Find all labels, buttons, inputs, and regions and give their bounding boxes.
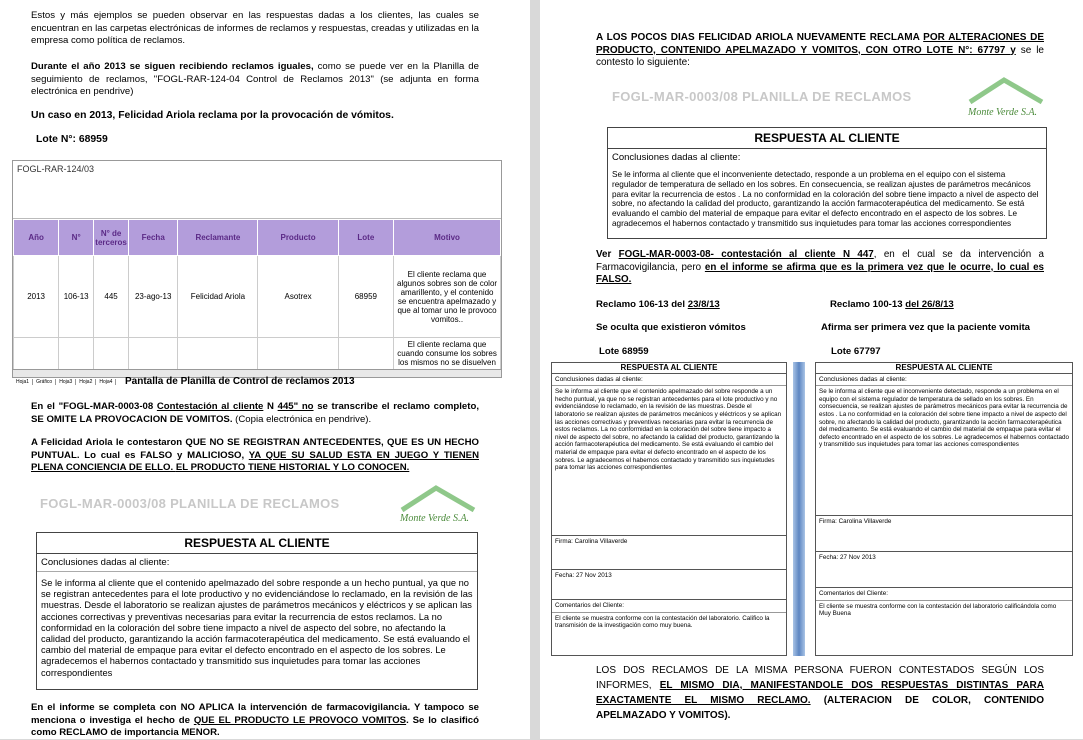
p5-d: 445" no — [277, 401, 314, 412]
company-logo-text: Monte Verde S.A. — [400, 513, 470, 524]
p5-b: Contestación al cliente — [156, 401, 264, 412]
small-body: Se le informa al cliente que el contenido apelmazado del sobre responde a un hecho puntual, ya que no se registran antecedentes para el lote productivo y no evidenciándose lo reclamado, en la revisión de las muestras. Desde el laboratorio se realizan ajustes de parámetros mecánicos y eléctricos y se aplican las acciones correctivas y preventivas necesarias para evitar la recurrencia de estos reclamos. La no conformidad en la coloración del sobre tiene impacto a nivel de aspecto del sobre, no afectando la calidad del producto, garantizando la acción farmacoterapéutica del medicamento. Se está evaluando el cambio del material de empaque para evitar el defecto encontrado en el aspecto de los sobres. Le agradecemos el habernos contactado y transmitido sus inquietudes para tomar las acciones correspondientes — [552, 386, 786, 536]
table-cell[interactable]: 106-13 — [59, 256, 94, 338]
table-cell[interactable]: El cliente reclama que cuando consume los sobres los mismos no se disuelven — [394, 338, 501, 370]
paragraph-second-claim — [596, 32, 1044, 70]
col-header[interactable]: Motivo — [394, 220, 501, 256]
response-subtitle: Conclusiones dadas al cliente: — [612, 152, 741, 163]
small-comments: El cliente se muestra conforme con la contestación del laboratorio calificándola como Muy Buena — [819, 602, 1057, 618]
p5-f: (Copia electrónica en pendrive). — [232, 413, 372, 425]
paragraph-omission — [31, 401, 479, 426]
watermark: FOGL-MAR-0003/08 PLANILLA DE RECLAMOS — [612, 89, 912, 104]
claim-100-label — [830, 299, 1030, 312]
case-heading: Un caso en 2013, Felicidad Ariola reclama por la provocación de vómitos. — [31, 110, 394, 121]
paragraph-conclusion — [596, 663, 1044, 723]
table-row[interactable] — [14, 338, 501, 370]
col-header[interactable]: Lote — [338, 220, 393, 256]
col-header[interactable]: Año — [14, 220, 59, 256]
response-box-106 — [551, 362, 787, 656]
sheet-tab[interactable]: Hoja1 — [13, 379, 33, 385]
small-title: RESPUESTA AL CLIENTE — [552, 363, 786, 374]
p5-a: En el "FOGL-MAR-0003-08 — [31, 401, 157, 412]
sheet-code: FOGL-RAR-124/03 — [13, 161, 501, 219]
small-firma: Firma: Carolina Villaverde — [816, 516, 1072, 552]
watermark: FOGL-MAR-0003/08 PLANILLA DE RECLAMOS — [40, 496, 340, 511]
small-subtitle: Conclusiones dadas al cliente: — [552, 374, 786, 387]
table-cell[interactable]: 2013 — [14, 256, 59, 338]
sheet-tab[interactable]: Hoja4 — [96, 379, 116, 385]
p7-b: QUE EL PRODUCTO LE PROVOCO VOMITOS — [193, 714, 407, 726]
left-page — [0, 0, 530, 739]
comparison-panel — [547, 360, 1076, 658]
paragraph-2013-bold: Durante el año 2013 se siguen recibiendo reclamos iguales, — [31, 61, 314, 72]
lote-right: Lote 67797 — [831, 346, 881, 357]
r-p3-c: (ALTERACION DE COLOR, CONTENIDO APELMAZADO Y VOMITOS). — [596, 695, 1045, 721]
response-title: RESPUESTA AL CLIENTE — [37, 533, 477, 554]
col-header[interactable]: Reclamante — [178, 220, 258, 256]
p7-a: En el informe se completa con NO APLICA la intervención de farmacovigilancia. Y tampoco se menciona o investiga el hecho de — [31, 702, 479, 726]
col-header[interactable]: Producto — [258, 220, 338, 256]
paragraph-answer — [31, 437, 479, 475]
small-comments-label: Comentarios del Cliente: — [552, 600, 786, 613]
small-body: Se le informa al cliente que el inconveniente detectado, responde a un problema en el equipo con el sistema regulador de temperatura de sellado en los sobres. En consecuencia, se realizan ajustes de parámetros mecánicos para evitar la recurrencia de estos . La no conformidad en la coloración del sobre tiene impacto a nivel de aspecto del sobre, no afectando la calidad del producto, garantizando la acción farmacoterapéutica del medicamento. Se está evaluando el cambio del material de empaque para evitar el defecto encontrado en el aspecto de los sobres. Le agradecemos el habernos contactado y transmitido sus inquietudes para tomar las acciones correspondientes — [816, 386, 1072, 516]
company-logo-text: Monte Verde S.A. — [968, 107, 1038, 118]
small-subtitle: Conclusiones dadas al cliente: — [816, 374, 1072, 387]
r-p2-a: Ver — [596, 249, 619, 260]
table-cell[interactable]: El cliente reclama que algunos sobres son de color amarillento, y el contenido se encuentra apelmazado y que al tomar uno le provoco vomitos.. — [394, 256, 501, 338]
right-page — [540, 0, 1083, 739]
r-p3-b: EL MISMO DIA, MANIFESTANDOLE DOS RESPUESTAS DISTINTAS PARA EXACTAMENTE EL MISMO RECLAMO. — [596, 680, 1044, 706]
col-header[interactable]: N° — [59, 220, 94, 256]
table-cell[interactable]: Felicidad Ariola — [178, 256, 258, 338]
claim-106-date: 23/8/13 — [687, 299, 720, 310]
paragraph-classification — [31, 702, 479, 740]
p7-c: . Se lo clasificó como RECLAMO de importancia MENOR. — [31, 714, 479, 738]
table-cell[interactable]: 23-ago-13 — [129, 256, 178, 338]
r-p1-c: se le contesto lo siguiente: — [596, 44, 1044, 68]
lote-left: Lote 68959 — [599, 346, 649, 357]
sheet-tab[interactable]: Hoja3 — [56, 379, 76, 385]
window-splitter[interactable] — [793, 362, 805, 656]
paragraph-2013 — [31, 61, 479, 99]
response-body: Se le informa al cliente que el contenido apelmazado del sobre responde a un hecho puntual, ya que no se registran antecedentes para el lote productivo y no evidenciándose lo reclamado, en la revisión de las muestras. Desde el laboratorio se realizan ajustes de parámetros mecánicos y eléctricos y se aplican las acciones correctivas y preventivas necesarias para evitar la recurrencia de estos reclamos. La no conformidad en la coloración del sobre tiene impacto a nivel de aspecto del sobre, no afectando la calidad del producto, garantizando la acción farmacoterapéutica del medicamento. Se está evaluando el cambio del material de empaque para evitar el defecto encontrado en el aspecto de los sobres. Le agradecemos el habernos contactado y transmitido sus inquietudes para tomar las acciones correspondientes — [41, 578, 473, 678]
sheet-caption: Pantalla de Planilla de Control de reclamos 2013 — [125, 376, 355, 387]
small-comments: El cliente se muestra conforme con la contestación del laboratorio. Califico la transmisión de la investigación como muy buena. — [555, 614, 770, 630]
small-comments-label: Comentarios del Cliente: — [816, 588, 1072, 601]
r-p1-b: POR ALTERACIONES DE PRODUCTO, CONTENIDO APELMAZADO Y VOMITOS, CON OTRO LOTE N°: 67797 y — [596, 32, 1044, 56]
claim-106-text: Reclamo 106-13 del — [596, 299, 688, 310]
response-box — [36, 532, 478, 690]
response-box-100 — [815, 362, 1073, 656]
paragraph-2013-rest: como se puede ver en la Planilla de seguimiento de reclamos, "FOGL-RAR-124-04 Control de Reclamos 2013" (se adjunta en forma electrónica en pendrive) — [31, 61, 479, 97]
logo-icon — [398, 486, 478, 512]
r-p3-a: LOS DOS RECLAMOS DE LA MISMA PERSONA FUERON CONTESTADOS SEGÚN LOS INFORMES, — [596, 665, 1044, 691]
small-firma: Firma: Carolina Villaverde — [552, 536, 786, 570]
table-cell[interactable]: 68959 — [338, 256, 393, 338]
col-header[interactable]: Fecha — [129, 220, 178, 256]
p5-c: N — [263, 401, 278, 412]
response-title: RESPUESTA AL CLIENTE — [608, 128, 1046, 149]
table-header-row — [14, 220, 501, 256]
table-cell[interactable]: Asotrex — [258, 256, 338, 338]
p6-a: A Felicidad Ariola le contestaron QUE NO SE REGISTRAN ANTECEDENTES, QUE ES UN HECHO PUNTUAL. Lo cual es FALSO y MALICIOSO, — [31, 437, 479, 461]
response-box — [607, 127, 1047, 239]
small-fecha: Fecha: 27 Nov 2013 — [552, 570, 786, 600]
p5-e: se transcribe el reclamo completo, SE OMITE LA PROVOCACION DE VOMITOS. — [31, 401, 479, 425]
small-fecha: Fecha: 27 Nov 2013 — [816, 552, 1072, 588]
claim-100-date: del 26/8/13 — [905, 299, 954, 310]
r-p2-c: , en el cual se da intervención a Farmacovigilancia, pero — [596, 249, 1044, 273]
response-body: Se le informa al cliente que el inconveniente detectado, responde a un problema en el equipo con el sistema regulador de temperatura de sellado en los sobres. En consecuencia, se realizan ajustes de parámetros mecánicos para evitar la recurrencia de estos . La no conformidad en la coloración del sobre tiene impacto a nivel de aspecto del sobre, no afectando la calidad del producto, garantizando la acción farmacoterapéutica del medicamento. Se está evaluando el cambio del material de empaque para evitar el defecto encontrado en el aspecto de los sobres. Le agradecemos el habernos contactado y transmitido sus inquietudes para tomar las acciones correspondientes — [612, 170, 1039, 228]
r-p2-d: en el informe se afirma que es la primera vez que le ocurre, lo cual es FALSO. — [596, 261, 1044, 285]
lote-label: Lote N°: 68959 — [36, 134, 108, 145]
r-p1-a: A LOS POCOS DIAS FELICIDAD ARIOLA NUEVAMENTE RECLAMA — [596, 32, 924, 43]
response-subtitle: Conclusiones dadas al cliente: — [37, 554, 477, 572]
sheet-tab[interactable]: Gráfico — [33, 379, 56, 385]
claim-106-label — [596, 299, 796, 312]
comment-right: Afirma ser primera vez que la paciente vomita — [821, 322, 1031, 333]
claims-table — [13, 219, 501, 370]
paragraph-farmaco — [596, 249, 1044, 287]
logo-icon — [966, 78, 1046, 104]
table-cell[interactable]: 445 — [94, 256, 129, 338]
table-row[interactable] — [14, 256, 501, 338]
small-title: RESPUESTA AL CLIENTE — [816, 363, 1072, 374]
claim-100-text: Reclamo 100-13 — [830, 299, 906, 310]
p6-b: YA QUE SU SALUD ESTA EN JUEGO Y TIENEN PLENA CONCIENCIA DE ELLO. — [31, 449, 479, 473]
col-header[interactable]: N° de terceros — [94, 220, 129, 256]
paragraph-intro: Estos y más ejemplos se pueden observar en las respuestas dadas a los clientes, las cuales se encuentran en las carpetas electrónicas de informes de reclamos y respuestas, creadas y utilizadas en la empresa como política de reclamos. — [31, 10, 479, 46]
comment-left: Se oculta que existieron vómitos — [596, 322, 746, 333]
r-p2-b: FOGL-MAR-0003-08- contestación al cliente N 447 — [618, 249, 874, 260]
sheet-tab[interactable]: Hoja2 — [76, 379, 96, 385]
p6-c: EL PRODUCTO TIENE HISTORIAL Y LO CONOCEN. — [175, 462, 410, 473]
